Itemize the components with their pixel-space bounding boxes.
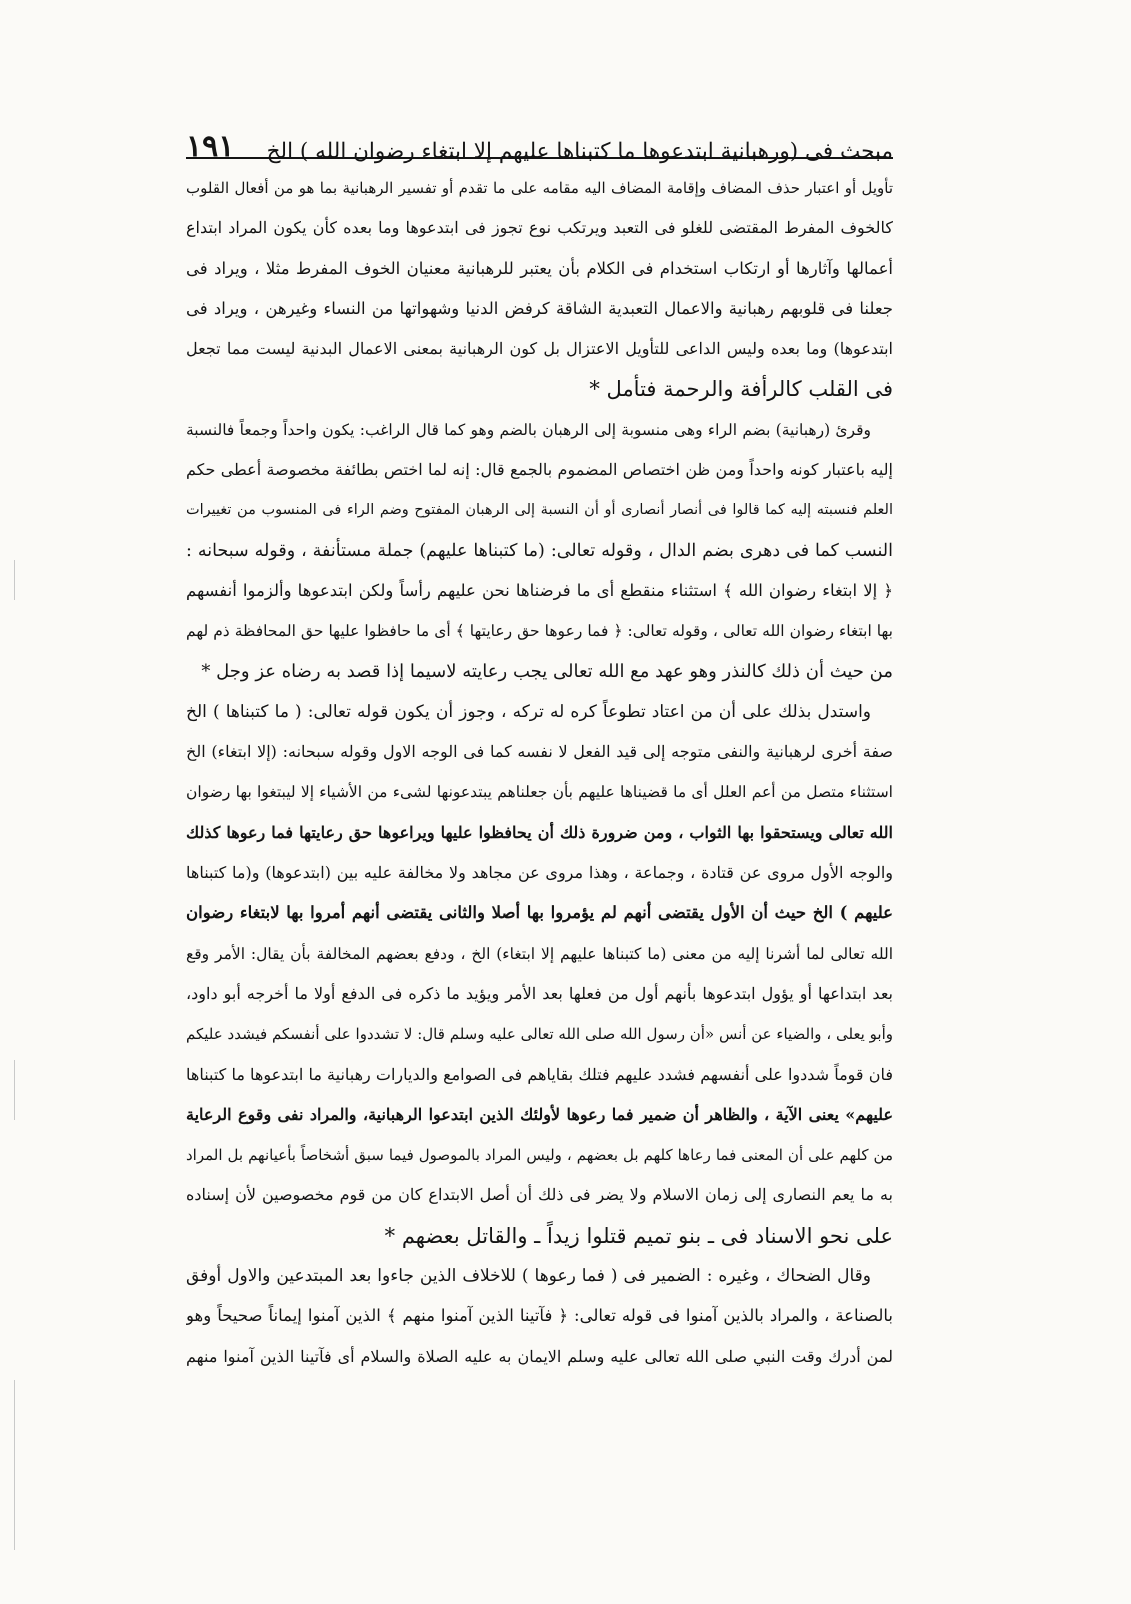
text-line: عليهم» يعنى الآية ، والظاهر أن ضمير فما رعوها لأولئك الذين ابتدعوا الرهبانية، والمراد نفى وقوع الرعاية [186,1104,893,1124]
text-line: من كلهم على أن المعنى فما رعاها كلهم بل بعضهم ، وليس المراد بالموصول فيما سبق أشخاصاً بأعيانهم بل المراد [186,1146,893,1165]
text-line: الله تعالى ويستحقوا بها الثواب ، ومن ضرورة ذلك أن يحافظوا عليها ويراعوها حق رعايتها فما رعوها كذلك [186,822,893,842]
text-line: وقال الضحاك ، وغيره : الضمير فى ( فما رعوها ) للاخلاف الذين جاءوا بعد المبتدعين والاول أوفق [186,1266,871,1287]
text-line: العلم فنسبته إليه كما قالوا فى أنصار أنصارى أو أن النسبة إلى الرهبان المفتوح وضم الراء فى المنسوب من تغييرات [186,502,893,519]
text-line: فان قوماً شددوا على أنفسهم فشدد عليهم فتلك بقاياهم فى الصوامع والديارات رهبانية ما ابتدعوها ما كتبناها [186,1064,893,1084]
text-line: الله تعالى لما أشرنا إليه من معنى (ما كتبناها عليهم إلا ابتغاء) الخ ، ودفع بعضهم المخالفة بأن يقال: الأمر وقع [186,944,893,963]
text-line: لمن أدرك وقت النبي صلى الله تعالى عليه وسلم الايمان به عليه الصلاة والسلام أى فآتينا الذين آمنوا منهم [186,1346,893,1366]
scan-edge-mark [14,1060,15,1120]
text-line: صفة أخرى لرهبانية والنفى متوجه إلى قيد الفعل لا نفسه كما فى الوجه الاول وقوله سبحانه: (إلا ابتغاء) الخ [186,742,893,762]
text-line: ابتدعوها) وما بعده وليس الداعى للتأويل الاعتزال بل كون الرهبانية بمعنى الاعمال البدنية ليست مما تجعل [186,339,893,359]
text-line: على نحو الاسناد فى ـ بنو تميم قتلوا زيداً ـ والقاتل بعضهم * [384,1223,893,1248]
body-text [186,168,893,1377]
text-line: فى القلب كالرأفة والرحمة فتأمل * [589,377,893,402]
text-line: وقرئ (رهبانية) بضم الراء وهى منسوبة إلى الرهبان بالضم وهو كما قال الراغب: يكون واحداً وجمعاً فالنسبة [186,420,871,439]
text-line: تأويل أو اعتبار حذف المضاف وإقامة المضاف اليه مقامه على ما تقدم أو تفسير الرهبانية بما هو من أفعال القلوب [186,179,893,197]
text-line: عليهم ) الخ حيث أن الأول يقتضى أنهم لم يؤمروا بها أصلا والثانى يقتضى أنهم أمروا بها لابتغاء رضوان [186,903,893,923]
text-line: جعلنا فى قلوبهم رهبانية والاعمال التعبدية الشاقة كرفض الدنيا وشهواتها من النساء وغيرهن ، ويراد فى [186,298,893,318]
text-line: بعد ابتداعها أو يؤول ابتدعوها بأنهم أول من فعلها بعد الأمر ويؤيد ما ذكره فى الدفع أولا ما أخرجه أبو داود، [186,983,893,1003]
text-line: به ما يعم النصارى إلى زمان الاسلام ولا يضر فى ذلك أن أصل الابتداع كان من قوم مخصوصين لأن إسناده [186,1185,893,1205]
text-line: أعمالها وآثارها أو ارتكاب استخدام فى الكلام بأن يعتبر للرهبانية معنيان الخوف المفرط مثلا ، ويراد فى [186,258,893,278]
text-line: النسب كما فى دهرى بضم الدال ، وقوله تعالى: (ما كتبناها عليهم) جملة مستأنفة ، وقوله سبحانه : [186,540,893,561]
page-number: ١٩١ [186,129,235,164]
scan-edge-mark [14,1380,15,1550]
header-rule [186,157,893,159]
scan-edge-mark [14,560,15,600]
text-line: استثناء متصل من أعم العلل أى ما قضيناها عليهم بأن جعلناهم يبتدعونها لشىء من الأشياء إلا ليبتغوا بها رضوان [186,783,893,802]
text-line: بها ابتغاء رضوان الله تعالى ، وقوله تعالى: ﴿ فما رعوها حق رعايتها ﴾ أى ما حافظوا عليها حق المحافظة ذم لهم [186,622,893,641]
running-title: مبحث فى (ورهبانية ابتدعوها ما كتبناها عليهم إلا ابتغاء رضوان الله ) الخ [266,139,893,164]
text-line: واستدل بذلك على أن من اعتاد تطوعاً كره له تركه ، وجوز أن يكون قوله تعالى: ( ما كتبناها ) الخ [186,701,871,722]
text-line: بالصناعة ، والمراد بالذين آمنوا فى قوله تعالى: ﴿ فآتينا الذين آمنوا منهم ﴾ الذين آمنوا إيماناً صحيحاً وهو [186,1306,893,1326]
text-line: كالخوف المفرط المقتضى للغلو فى التعبد ويرتكب نوع تجوز فى ابتدعوها وما بعده كأن يكون المراد ابتداع [186,218,893,238]
text-line: والوجه الأول مروى عن قتادة ، وجماعة ، وهذا مروى عن مجاهد ولا مخالفة عليه بين (ابتدعوها) و(ما كتبناها [186,863,893,883]
text-line: ﴿ إلا ابتغاء رضوان الله ﴾ استثناء منقطع أى ما فرضناها نحن عليهم رأساً ولكن ابتدعوها وألزموا أنفسهم [186,580,893,600]
text-line: من حيث أن ذلك كالنذر وهو عهد مع الله تعالى يجب رعايته لاسيما إذا قصد به رضاه عز وجل * [201,660,893,682]
text-line: وأبو يعلى ، والضياء عن أنس «أن رسول الله صلى الله تعالى عليه وسلم قال: لا تشددوا على أنفسكم فيشدد عليكم [186,1025,893,1044]
text-line: إليه باعتبار كونه واحداً ومن ظن اختصاص المضموم بالجمع قال: إنه لما اختص بطائفة مخصوصة أعطى حكم [186,460,893,480]
